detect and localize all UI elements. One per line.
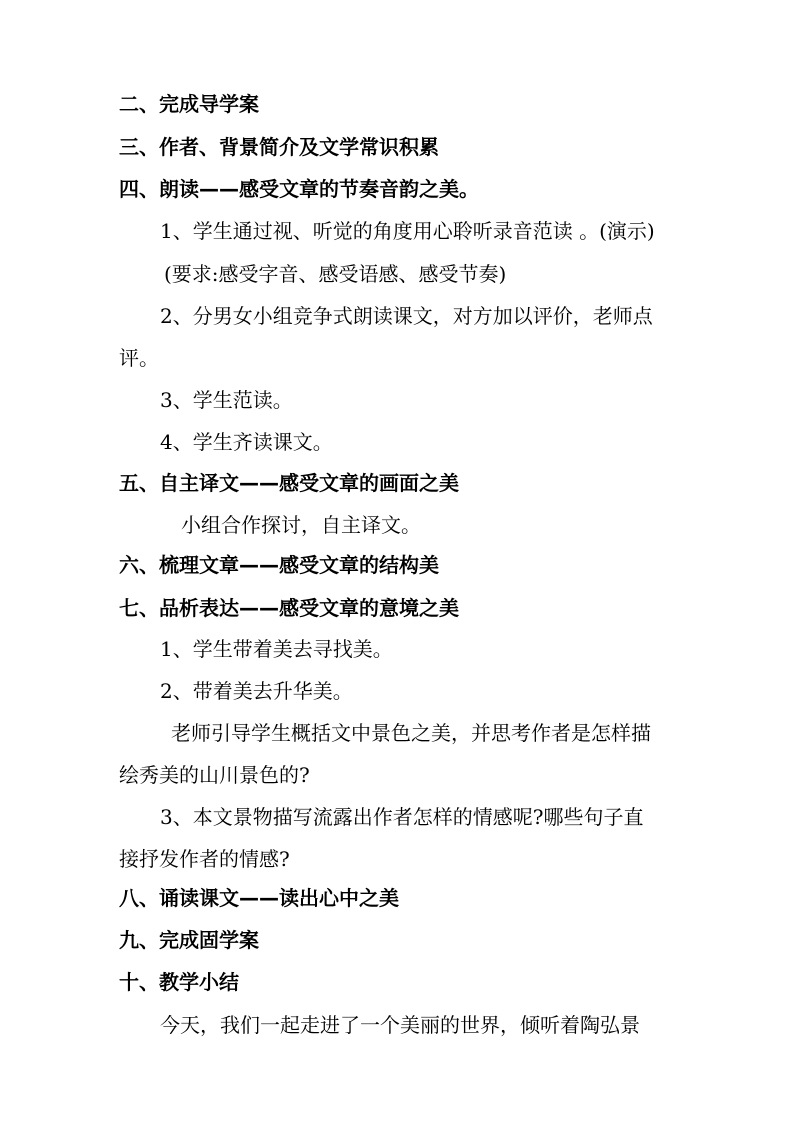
paragraph-line: 1、学生通过视、听觉的角度用心聆听录音范读 。(演示) <box>160 219 655 243</box>
section-heading-8: 八、诵读课文——读出心中之美 <box>119 886 399 910</box>
paragraph-line: 今天，我们一起走进了一个美丽的世界，倾听着陶弘景 <box>160 1013 640 1037</box>
paragraph-line: (要求:感受字音、感受语感、感受节奏) <box>164 262 507 286</box>
section-heading-3: 三、作者、背景简介及文学常识积累 <box>119 135 439 159</box>
paragraph-line: 小组合作探讨，自主译文。 <box>181 513 421 537</box>
paragraph-line: 绘秀美的山川景色的? <box>119 763 310 787</box>
paragraph-line: 1、学生带着美去寻找美。 <box>160 637 393 661</box>
paragraph-line: 3、本文景物描写流露出作者怎样的情感呢?哪些句子直 <box>160 805 644 829</box>
paragraph-line: 评。 <box>119 346 159 370</box>
paragraph-line: 3、学生范读。 <box>160 388 293 412</box>
section-heading-2: 二、完成导学案 <box>119 92 259 116</box>
paragraph-line: 接抒发作者的情感? <box>119 847 290 871</box>
paragraph-line: 2、带着美去升华美。 <box>160 679 353 703</box>
paragraph-line: 老师引导学生概括文中景色之美，并思考作者是怎样描 <box>171 721 651 745</box>
section-heading-9: 九、完成固学案 <box>119 928 259 952</box>
paragraph-line: 4、学生齐读课文。 <box>160 430 333 454</box>
section-heading-6: 六、梳理文章——感受文章的结构美 <box>119 553 439 577</box>
section-heading-5: 五、自主译文——感受文章的画面之美 <box>119 471 459 495</box>
section-heading-7: 七、品析表达——感受文章的意境之美 <box>119 596 459 620</box>
paragraph-line: 2、分男女小组竞争式朗读课文，对方加以评价，老师点 <box>160 304 653 328</box>
section-heading-10: 十、教学小结 <box>119 970 239 994</box>
section-heading-4: 四、朗读——感受文章的节奏音韵之美。 <box>119 177 479 201</box>
